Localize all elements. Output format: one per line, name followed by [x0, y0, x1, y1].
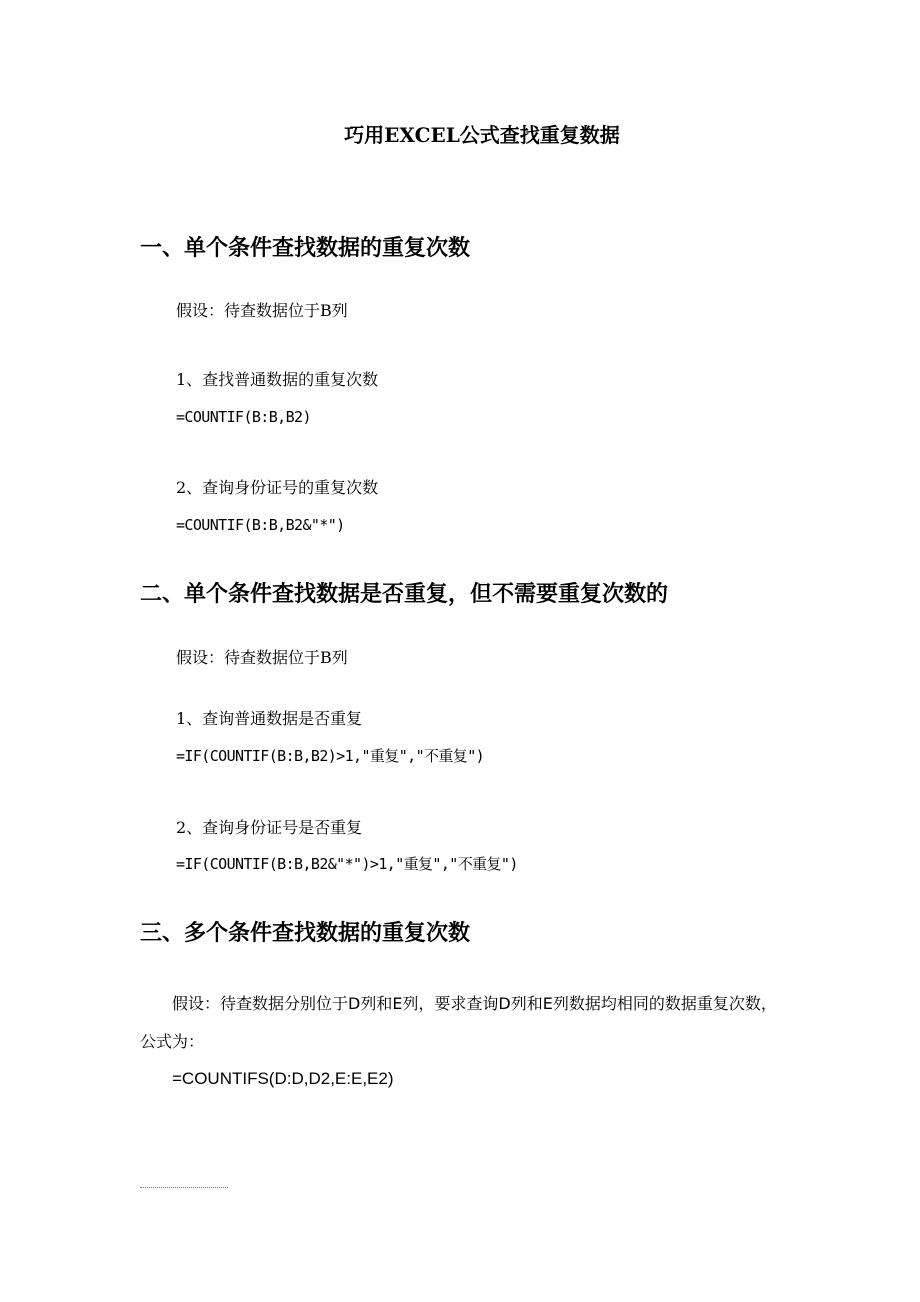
section-2-item-2-formula: =IF(COUNTIF(B:B,B2&"*")>1,"重复","不重复") — [176, 855, 518, 873]
section-1-item-1-formula: =COUNTIF(B:B,B2) — [176, 408, 311, 426]
section-3-heading: 三、多个条件查找数据的重复次数 — [140, 921, 471, 946]
section-1-item-2-label: 2、查询身份证号的重复次数 — [176, 478, 379, 497]
section-3-paragraph: 假设：待查数据分别位于D列和E列，要求查询D列和E列数据均相同的数据重复次数，公式为： — [140, 994, 777, 1051]
section-2-item-2-label: 2、查询身份证号是否重复 — [176, 818, 363, 837]
section-2-assumption: 假设：待查数据位于B列 — [176, 648, 348, 667]
section-2-item-1-formula: =IF(COUNTIF(B:B,B2)>1,"重复","不重复") — [176, 747, 485, 765]
section-3-formula: =COUNTIFS(D:D,D2,E:E,E2) — [172, 1069, 394, 1088]
footer-divider — [140, 1187, 228, 1188]
section-1-item-2-formula: =COUNTIF(B:B,B2&"*") — [176, 516, 345, 534]
section-2-heading: 二、单个条件查找数据是否重复，但不需要重复次数的 — [140, 582, 669, 607]
document-title: 巧用EXCEL公式查找重复数据 — [344, 123, 620, 147]
section-1-item-1-label: 1、查找普通数据的重复次数 — [176, 370, 379, 389]
section-1-heading: 一、单个条件查找数据的重复次数 — [140, 236, 471, 261]
section-1-assumption: 假设：待查数据位于B列 — [176, 301, 348, 320]
section-2-item-1-label: 1、查询普通数据是否重复 — [176, 709, 363, 728]
